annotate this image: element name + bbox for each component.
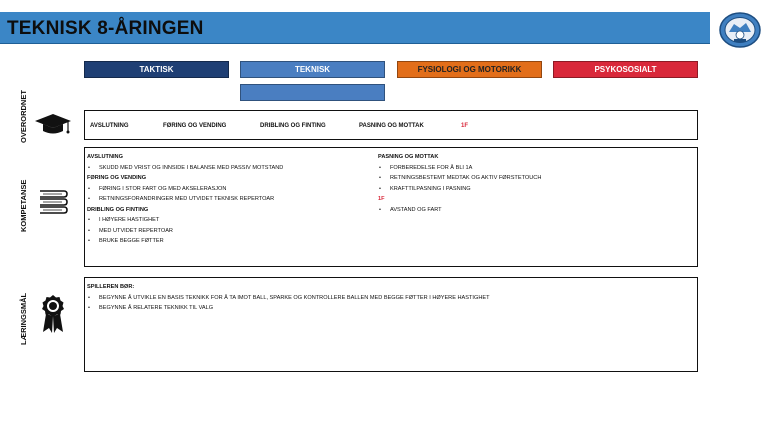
kompetanse-right-column xyxy=(378,152,688,215)
list-item: • BEGYNNE Å RELATERE TEKNIKK TIL VALG xyxy=(87,303,687,314)
list-item: • BRUKE BEGGE FØTTER xyxy=(87,236,372,247)
teknisk-subtab[interactable] xyxy=(240,84,385,101)
list-item: • I HØYERE HASTIGHET xyxy=(87,215,372,226)
komp-head-dribling-og-finting: DRIBLING OG FINTING xyxy=(87,206,149,213)
page-title: TEKNISK 8-ÅRINGEN xyxy=(7,18,204,39)
komp-head-1f: 1F xyxy=(378,196,385,202)
list-item: • RETNINGSFORANDRINGER MED UTVIDET TEKNISK REPERTOAR xyxy=(87,194,372,205)
graduation-cap-icon xyxy=(34,112,72,136)
laeringsmal-content xyxy=(87,282,687,314)
laer-head: SPILLEREN BØR: xyxy=(87,284,135,290)
over-item-foring-og-vending: FØRING OG VENDING xyxy=(163,123,227,129)
komp-head-foring-og-vending: FØRING OG VENDING xyxy=(87,175,147,181)
tab-taktisk[interactable]: TAKTISK xyxy=(84,61,229,78)
list-item: • RETNINGSBESTEMT MEDTAK OG AKTIV FØRSTETOUCH xyxy=(378,173,688,184)
list-item: • AVSTAND OG FART xyxy=(378,205,688,216)
list-item: • FØRING I STOR FART OG MED AKSELERASJON xyxy=(87,184,372,195)
overordnet-box xyxy=(84,110,698,140)
section-label-laeringsmal: LÆRINGSMÅL xyxy=(19,292,28,345)
laeringsmal-box xyxy=(84,277,698,372)
komp-head-avslutning: AVSLUTNING xyxy=(87,154,123,160)
list-item: • KRAFTTILPASNING I PASNING xyxy=(378,184,688,195)
over-item-dribling-og-finting: DRIBLING OG FINTING xyxy=(260,123,326,129)
list-item: • SKUDD MED VRIST OG INNSIDE I BALANSE MED PASSIV MOTSTAND xyxy=(87,163,372,174)
title-bar xyxy=(0,12,710,44)
komp-head-pasning-og-mottak: PASNING OG MOTTAK xyxy=(378,154,439,160)
list-item: • MED UTVIDET REPERTOAR xyxy=(87,226,372,237)
award-ribbon-icon xyxy=(40,294,66,334)
list-item: • BEGYNNE Å UTVIKLE EN BASIS TEKNIKK FOR Å TA IMOT BALL, SPARKE OG KONTROLLERE BALLEN MED BEGGE FØTTER I HØYERE HASTIGHET xyxy=(87,293,687,304)
section-label-kompetanse: KOMPETANSE xyxy=(19,179,28,232)
list-item: • FORBEREDELSE FOR Å BLI 1A xyxy=(378,163,688,174)
over-item-avslutning: AVSLUTNING xyxy=(90,123,129,129)
kompetanse-box xyxy=(84,147,698,267)
section-label-overordnet: OVERORDNET xyxy=(19,90,28,143)
tab-fysiologi-og-motorikk[interactable]: FYSIOLOGI OG MOTORIKK xyxy=(397,61,542,78)
kompetanse-left-column xyxy=(87,152,372,247)
tab-psykososialt[interactable]: PSYKOSOSIALT xyxy=(553,61,698,78)
over-item-1f: 1F xyxy=(461,123,469,129)
club-badge-icon xyxy=(719,12,761,48)
tab-teknisk[interactable]: TEKNISK xyxy=(240,61,385,78)
over-item-pasning-og-mottak: PASNING OG MOTTAK xyxy=(359,123,424,129)
book-stack-icon xyxy=(38,188,68,216)
